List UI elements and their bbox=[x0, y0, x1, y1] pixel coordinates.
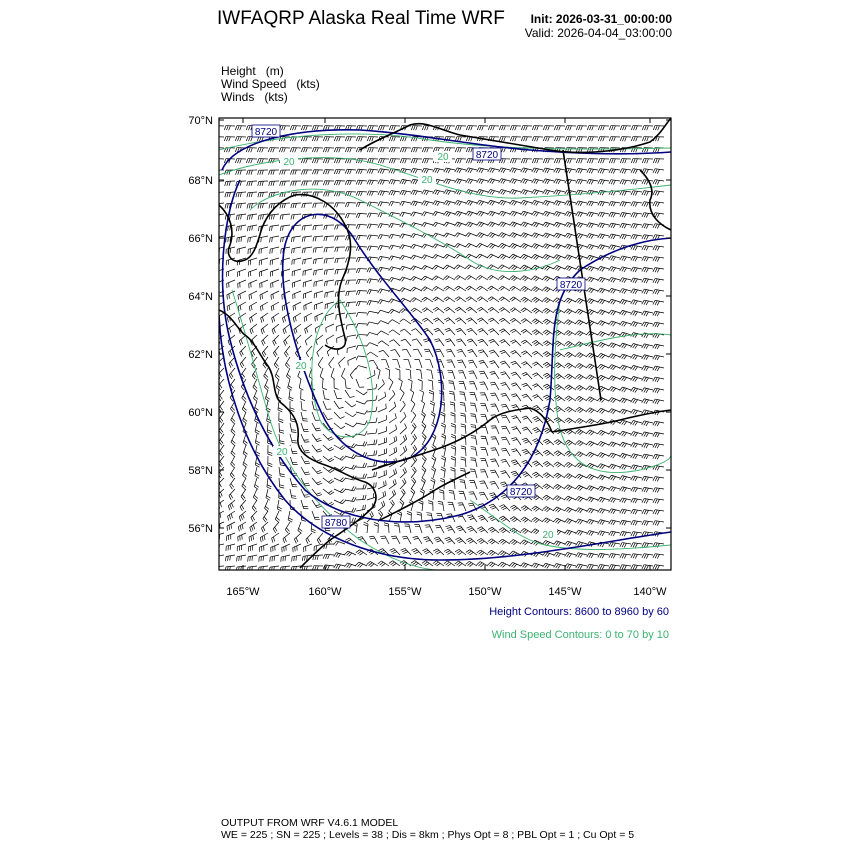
variable-wind-speed: Wind Speed (kts) bbox=[221, 77, 320, 91]
height-contour-label: 8720 bbox=[509, 487, 533, 498]
speed-contour-label: 20 bbox=[283, 157, 295, 168]
init-time: Init: 2026-03-31_00:00:00 bbox=[530, 12, 672, 26]
model-info-line1: OUTPUT FROM WRF V4.6.1 MODEL bbox=[221, 817, 399, 829]
lat-tick-label: 66°N bbox=[188, 233, 213, 245]
lat-tick-label: 62°N bbox=[188, 349, 213, 361]
valid-time: Valid: 2026-04-04_03:00:00 bbox=[524, 26, 672, 40]
lat-tick-label: 58°N bbox=[188, 465, 213, 477]
lon-tick-label: 160°W bbox=[308, 586, 342, 598]
speed-contour-label: 20 bbox=[542, 530, 554, 541]
height-contour-label: 8720 bbox=[254, 127, 278, 138]
model-info-line2: WE = 225 ; SN = 225 ; Levels = 38 ; Dis = 8km ; Phys Opt = 8 ; PBL Opt = 1 ; Cu Opt = 5 bbox=[221, 829, 635, 841]
plot-title: IWFAQRP Alaska Real Time WRF bbox=[217, 8, 505, 29]
speed-contour-label: 20 bbox=[421, 175, 433, 186]
lon-tick-label: 155°W bbox=[388, 586, 422, 598]
speed-contour-legend: Wind Speed Contours: 0 to 70 by 10 bbox=[491, 629, 669, 641]
height-contour-legend: Height Contours: 8600 to 8960 by 60 bbox=[489, 606, 669, 618]
speed-contour-label: 20 bbox=[295, 361, 307, 372]
lat-tick-label: 64°N bbox=[188, 291, 213, 303]
variable-height: Height (m) bbox=[221, 64, 284, 78]
lon-tick-label: 165°W bbox=[226, 586, 260, 598]
height-contour-label: 8720 bbox=[559, 280, 583, 291]
lon-tick-label: 145°W bbox=[548, 586, 582, 598]
lat-tick-label: 68°N bbox=[188, 175, 213, 187]
lon-tick-label: 150°W bbox=[468, 586, 502, 598]
lat-tick-labels bbox=[188, 115, 213, 535]
lat-tick-label: 60°N bbox=[188, 407, 213, 419]
lat-tick-label: 56°N bbox=[188, 523, 213, 535]
lat-tick-label: 70°N bbox=[188, 115, 213, 127]
lon-tick-labels bbox=[226, 586, 667, 598]
lon-tick-label: 140°W bbox=[633, 586, 667, 598]
variable-winds: Winds (kts) bbox=[221, 90, 288, 104]
height-contour-label: 8720 bbox=[475, 150, 499, 161]
height-contour-label: 8780 bbox=[324, 518, 348, 529]
speed-contour-label: 20 bbox=[437, 152, 449, 163]
speed-contour-label: 20 bbox=[276, 447, 288, 458]
